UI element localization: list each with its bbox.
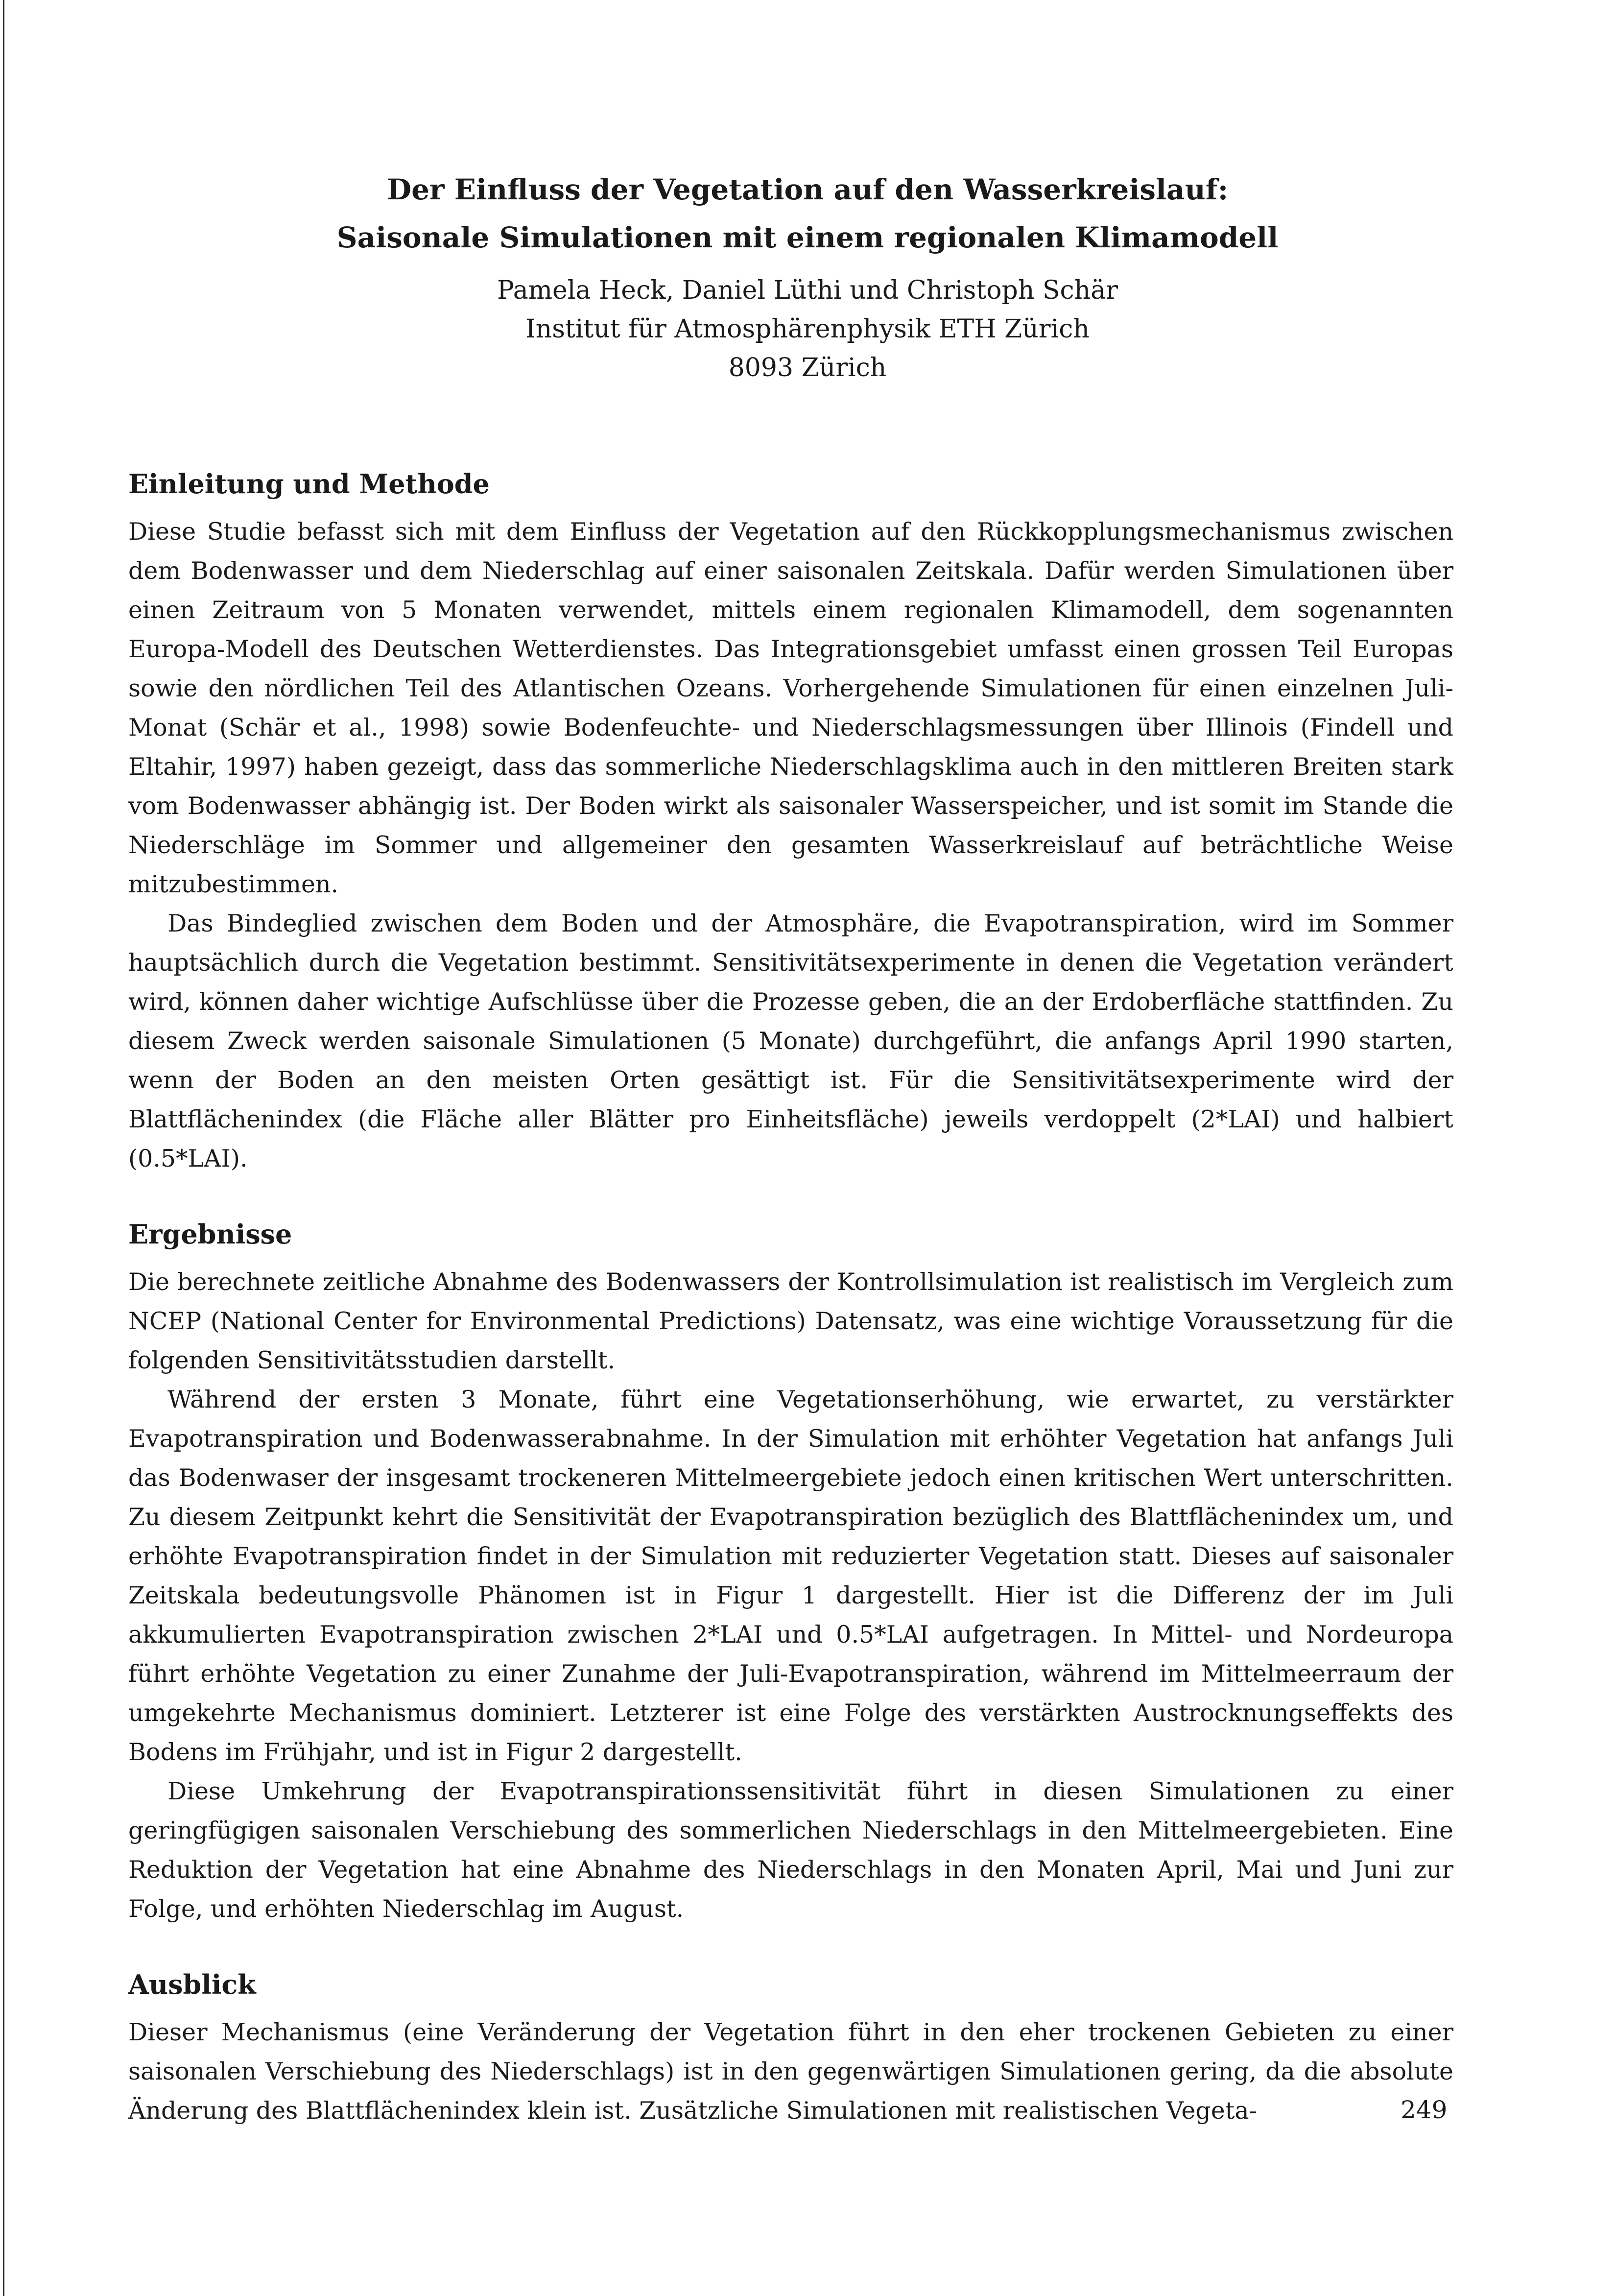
paragraph: Diese Umkehrung der Evapotranspirationssensitivität führt in diesen Simulationen zu einer geringfügigen saisonalen Verschiebung des sommerlichen Niederschlags in den Mittelmeergebieten. Eine Reduktion der Vegetation hat eine Abnahme des Niederschlags in den Monaten April, Mai und Juni zur Folge, und erhöhten Niederschlag im August. [128,1777,1453,1923]
address: 8093 Zürich [728,353,887,383]
authors: Pamela Heck, Daniel Lüthi und Christoph Schär [497,276,1118,305]
section-ausblick [128,1965,1453,2130]
paragraph: Die berechnete zeitliche Abnahme des Bodenwassers der Kontrollsimulation ist realistisch im Vergleich zum NCEP (National Center for Environmental Predictions) Datensatz, was eine wichtige Voraussetzung für die folgenden Sensitivitätsstudien darstellt. [128,1268,1453,1374]
paragraph: Diese Studie befasst sich mit dem Einfluss der Vegetation auf den Rückkopplungsmechanismus zwischen dem Bodenwasser und dem Niederschlag auf einer saisonalen Zeitskala. Dafür werden Simulationen über einen Zeitraum von 5 Monaten verwendet, mittels einem regionalen Klimamodell, dem sogenannten Europa-Modell des Deutschen Wetterdienstes. Das Integrationsgebiet umfasst einen grossen Teil Europas sowie den nördlichen Teil des Atlantischen Ozeans. Vorhergehende Simulationen für einen einzelnen Juli-Monat (Schär et al., 1998) sowie Bodenfeuchte- und Niederschlagsmessungen über Illinois (Findell und Eltahir, 1997) haben gezeigt, dass das sommerliche Niederschlagsklima auch in den mittleren Breiten stark vom Bodenwasser abhängig ist. Der Boden wirkt als saisonaler Wasserspeicher, und ist somit im Stande die Niederschläge im Sommer und allgemeiner den gesamten Wasserkreislauf auf beträchtliche Weise mitzubestimmen. [128,518,1453,898]
affiliation: Institut für Atmosphärenphysik ETH Zürich [525,314,1090,344]
paragraph: Dieser Mechanismus (eine Veränderung der Vegetation führt in den eher trockenen Gebieten zu einer saisonalen Verschiebung des Niederschlags) ist in den gegenwärtigen Simulationen gering, da die absolute Änderung des Blattflächenindex klein ist. Zusätzliche Simulationen mit realistischen Vegeta- [128,2018,1453,2125]
section-ergebnisse [128,1215,1453,1929]
paragraph: Während der ersten 3 Monate, führt eine Vegetationserhöhung, wie erwartet, zu verstärkter Evapotranspiration und Bodenwasserabnahme. In der Simulation mit erhöhter Vegetation hat anfangs Juli das Bodenwaser der insgesamt trockeneren Mittelmeergebiete jedoch einen kritischen Wert unterschritten. Zu diesem Zeitpunkt kehrt die Sensitivität der Evapotranspiration bezüglich des Blattflächenindex um, und erhöhte Evapotranspiration findet in der Simulation mit reduzierter Vegetation statt. Dieses auf saisonaler Zeitskala bedeutungsvolle Phänomen ist in Figur 1 dargestellt. Hier ist die Differenz der im Juli akkumulierten Evapotranspiration zwischen 2*LAI und 0.5*LAI aufgetragen. In Mittel- und Nordeuropa führt erhöhte Vegetation zu einer Zunahme der Juli-Evapotranspiration, während im Mittelmeerraum der umgekehrte Mechanismus dominiert. Letzterer ist eine Folge des verstärkten Austrocknungseffekts des Bodens im Frühjahr, und ist in Figur 2 dargestellt. [128,1386,1453,1766]
paragraph: Das Bindeglied zwischen dem Boden und der Atmosphäre, die Evapotranspiration, wird im Sommer hauptsächlich durch die Vegetation bestimmt. Sensitivitätsexperimente in denen die Vegetation verändert wird, können daher wichtige Aufschlüsse über die Prozesse geben, die an der Erdoberfläche stattfinden. Zu diesem Zweck werden saisonale Simulationen (5 Monate) durchgeführt, die anfangs April 1990 starten, wenn der Boden an den meisten Orten gesättigt ist. Für die Sensitivitätsexperimente wird der Blattflächenindex (die Fläche aller Blätter pro Einheitsfläche) jeweils verdoppelt (2*LAI) und halbiert (0.5*LAI). [128,909,1453,1172]
title-block [0,166,1615,387]
paper-title-line-1: Der Einfluss der Vegetation auf den Wasserkreislauf: [386,173,1229,206]
section-heading: Ergebnisse [128,1219,292,1250]
section-einleitung [128,464,1453,1178]
section-heading: Ausblick [128,1969,256,2000]
body-content [128,464,1453,2167]
paper-title-line-2: Saisonale Simulationen mit einem regionalen Klimamodell [336,221,1279,254]
section-heading: Einleitung und Methode [128,468,490,500]
page-number: 249 [1401,2096,1448,2124]
